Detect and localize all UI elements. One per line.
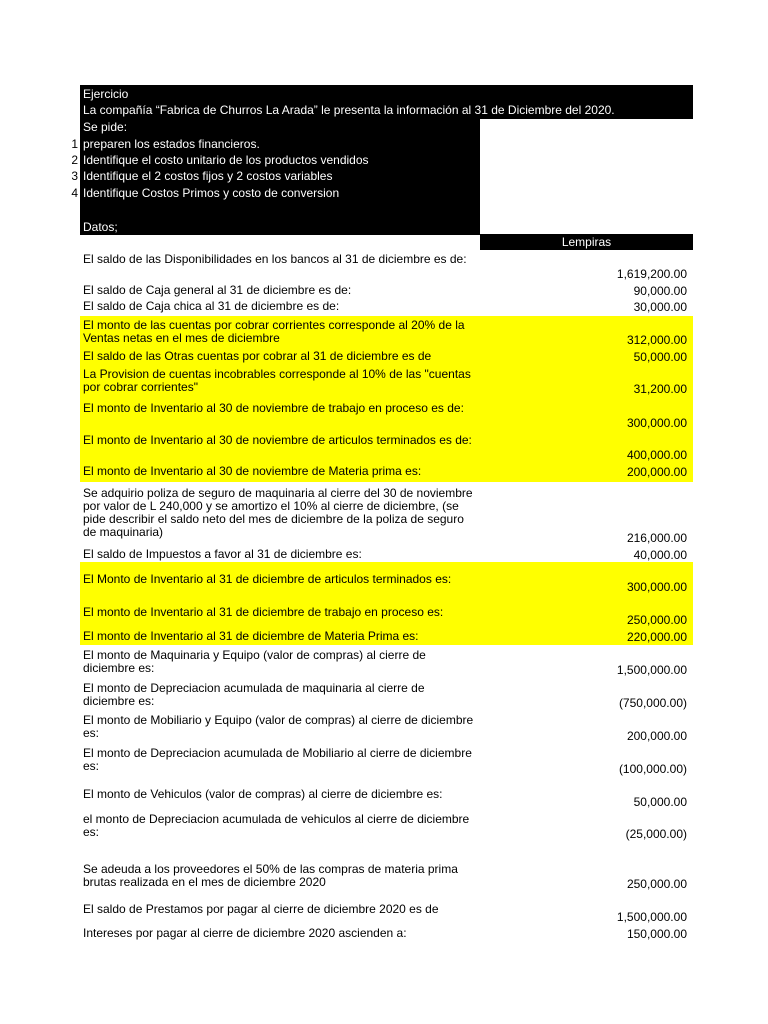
- row-description: El saldo de Impuestos a favor al 31 de diciembre es:: [83, 547, 362, 561]
- row-description: El monto de Vehiculos (valor de compras) al cierre de diciembre es:: [83, 787, 443, 801]
- row-description: El monto de Inventario al 30 de noviembre de trabajo en proceso es de:: [83, 401, 464, 415]
- row-description: Intereses por pagar al cierre de diciembre 2020 ascienden a:: [83, 926, 407, 940]
- company-statement: La compañía “Fabrica de Churros La Arada” le presenta la información al 31 de Diciembre del 2020.: [83, 103, 615, 117]
- task-number: 3: [71, 169, 78, 183]
- currency-header: [480, 234, 693, 250]
- row-description: El monto de Inventario al 31 de diciembre de Materia Prima es:: [83, 629, 419, 643]
- task-number: 1: [71, 137, 78, 151]
- row-amount: (25,000.00): [625, 827, 687, 841]
- row-amount: 50,000.00: [633, 795, 687, 809]
- row-amount: 200,000.00: [626, 465, 687, 479]
- exercise-title: Ejercicio: [83, 87, 129, 101]
- row-description: El monto de Inventario al 30 de noviembre de articulos terminados es de:: [83, 433, 472, 447]
- row-description: Se adquirio poliza de seguro de maquinaria al cierre del 30 de noviembre por valor de L 240,000 y se amortizo el 10% al cierre de diciembre, (se pide describir el saldo neto del mes de diciembre de la poliza de seguro de maquinaria): [83, 486, 473, 539]
- row-description: El monto de las cuentas por cobrar corrientes corresponde al 20% de la Ventas netas en el mes de diciembre: [83, 318, 465, 345]
- row-amount: 150,000.00: [626, 927, 687, 941]
- row-description: El monto de Inventario al 31 de diciembre de trabajo en proceso es:: [83, 605, 444, 619]
- row-description: El monto de Inventario al 30 de noviembre de Materia prima es:: [83, 464, 422, 478]
- row-amount: 200,000.00: [626, 729, 687, 743]
- row-description: La Provision de cuentas incobrables corresponde al 10% de las "cuentas por cobrar corrientes": [83, 367, 471, 394]
- row-amount: (750,000.00): [618, 696, 687, 710]
- currency-label: Lempiras: [561, 235, 612, 249]
- row-amount: 1,500,000.00: [616, 663, 687, 677]
- task-number: 4: [71, 186, 78, 200]
- task-number: 2: [71, 153, 78, 167]
- task-text: preparen los estados financieros.: [83, 137, 260, 151]
- row-amount: 250,000.00: [626, 613, 687, 627]
- row-amount: 300,000.00: [626, 416, 687, 430]
- row-amount: 216,000.00: [626, 531, 687, 545]
- row-description: El monto de Maquinaria y Equipo (valor de compras) al cierre de diciembre es:: [83, 648, 426, 675]
- row-description: El saldo de Prestamos por pagar al cierre de diciembre 2020 es de: [83, 902, 439, 916]
- row-description: el monto de Depreciacion acumulada de vehiculos al cierre de diciembre es:: [83, 812, 470, 839]
- row-description: El saldo de Caja chica al 31 de diciembre es de:: [83, 299, 340, 313]
- row-amount: 300,000.00: [626, 580, 687, 594]
- row-description: El saldo de las Disponibilidades en los bancos al 31 de diciembre es de:: [83, 252, 467, 266]
- task-text: Identifique el 2 costos fijos y 2 costos variables: [83, 169, 333, 183]
- se-pide-label: Se pide:: [83, 120, 128, 134]
- row-amount: (100,000.00): [618, 762, 687, 776]
- row-description: El monto de Depreciacion acumulada de maquinaria al cierre de diciembre es:: [83, 681, 425, 708]
- row-description: El monto de Mobiliario y Equipo (valor de compras) al cierre de diciembre es:: [83, 713, 474, 740]
- row-description: El Monto de Inventario al 31 de diciembre de articulos terminados es:: [83, 572, 452, 586]
- row-description: El saldo de las Otras cuentas por cobrar al 31 de diciembre es de: [83, 349, 432, 363]
- row-amount: 312,000.00: [626, 333, 687, 347]
- datos-label: Datos;: [83, 220, 118, 234]
- row-amount: 400,000.00: [626, 448, 687, 462]
- row-amount: 1,619,200.00: [616, 267, 687, 281]
- row-amount: 31,200.00: [633, 382, 687, 396]
- task-text: Identifique el costo unitario de los productos vendidos: [83, 153, 369, 167]
- row-description: El saldo de Caja general al 31 de diciembre es de:: [83, 283, 352, 297]
- task-text: Identifique Costos Primos y costo de conversion: [83, 186, 340, 200]
- row-amount: 220,000.00: [626, 630, 687, 644]
- row-description: Se adeuda a los proveedores el 50% de las compras de materia prima brutas realizada en el mes de diciembre 2020: [83, 862, 458, 889]
- row-amount: 250,000.00: [626, 877, 687, 891]
- row-amount: 1,500,000.00: [616, 910, 687, 924]
- row-amount: 30,000.00: [633, 300, 687, 314]
- row-amount: 50,000.00: [633, 350, 687, 364]
- row-amount: 90,000.00: [633, 284, 687, 298]
- row-amount: 40,000.00: [633, 548, 687, 562]
- row-description: El monto de Depreciacion acumulada de Mobiliario al cierre de diciembre es:: [83, 746, 472, 773]
